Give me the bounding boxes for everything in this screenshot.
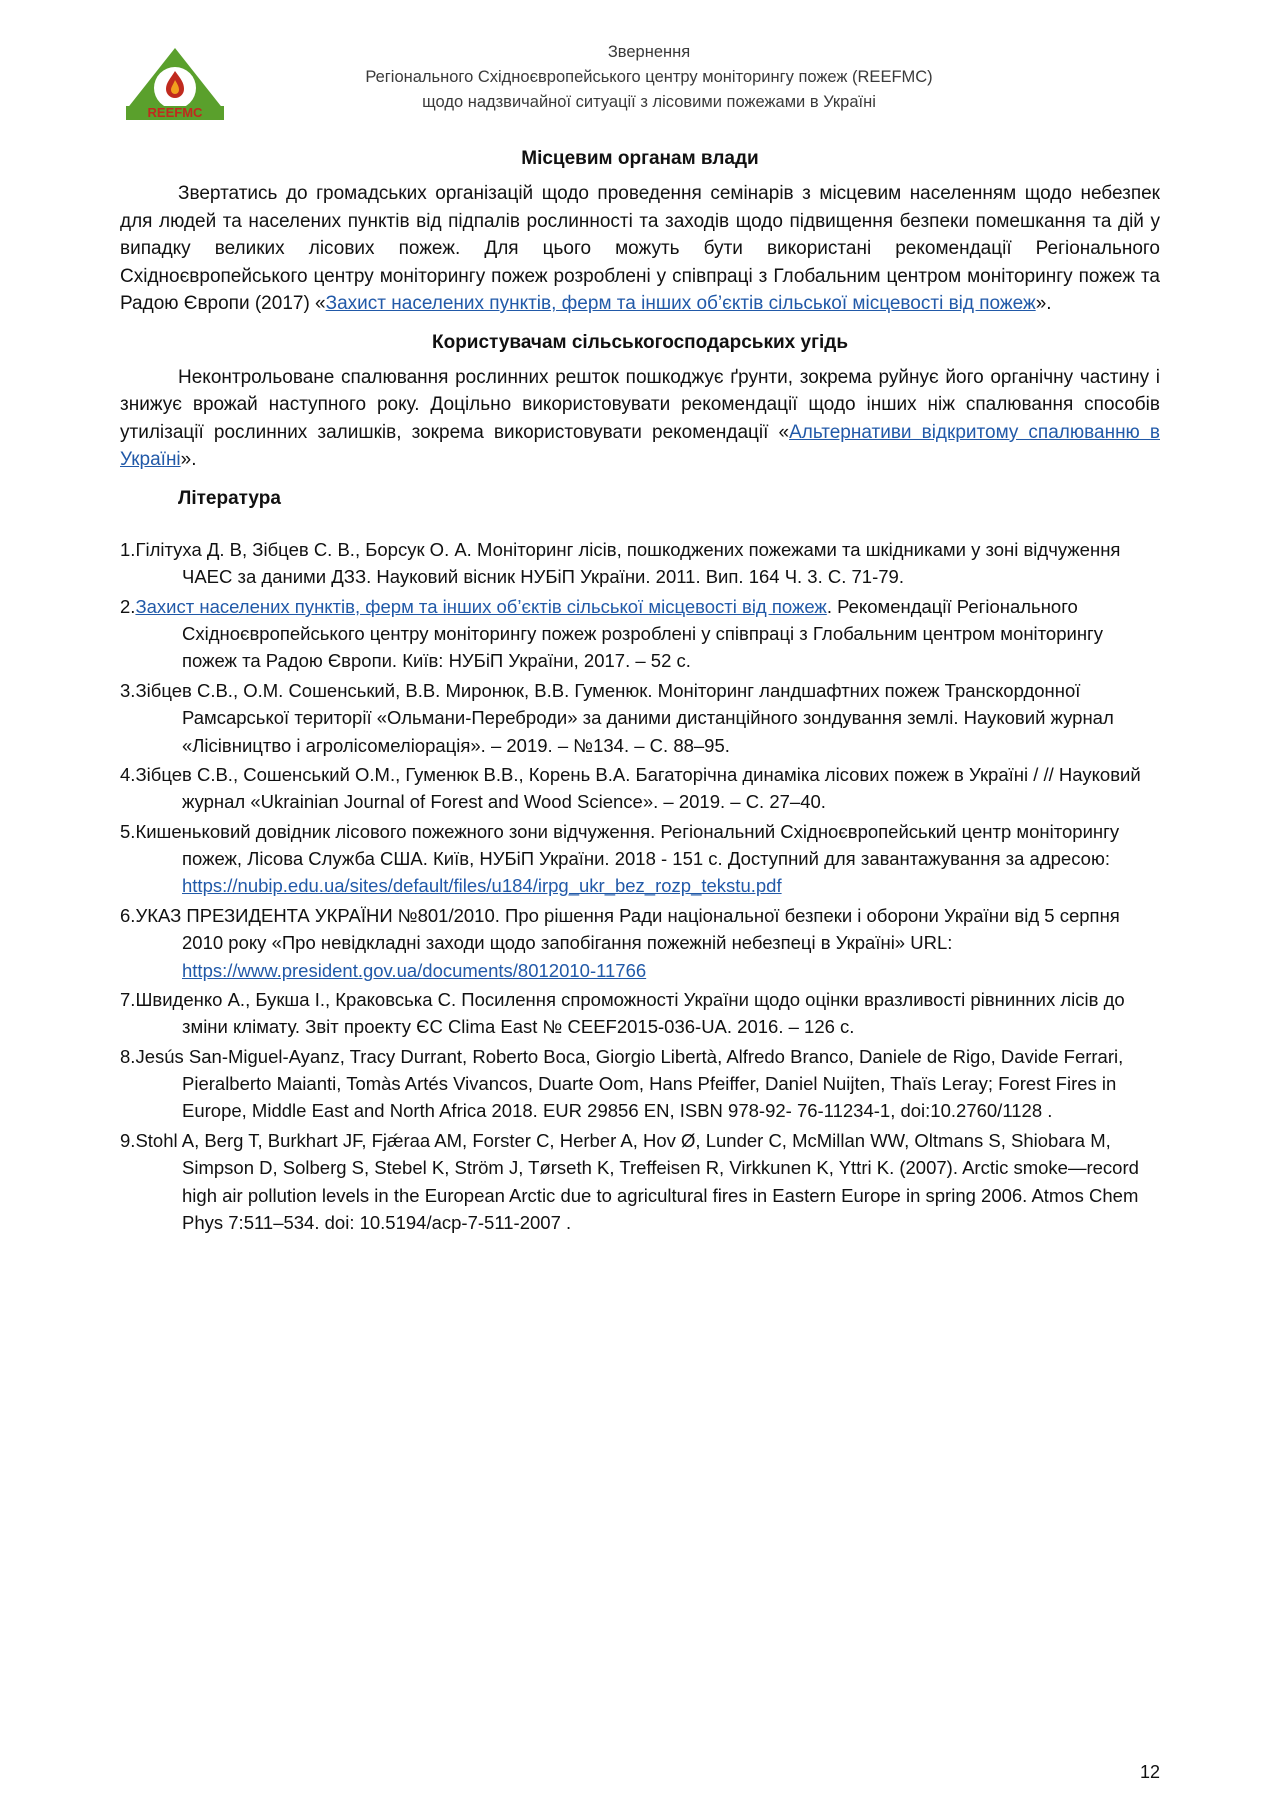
reference-entry-5 <box>120 818 1160 900</box>
reference-text: Гілітуха Д. В, Зібцев С. В., Борсук О. А. Моніторинг лісів, пошкоджених пожежами та шкідниками у зоні відчуження ЧАЕС за даними ДЗЗ. Науковий вісник НУБіП України. 2011. Вип. 164 Ч. 3. С. 71-79. <box>135 538 1121 588</box>
link-protection-of-settlements-ref[interactable]: Захист населених пунктів, ферм та інших об’єктів сільської місцевості від пожеж <box>135 595 827 617</box>
paragraph-text-before-link: Неконтрольоване спалювання рослинних решток пошкоджує ґрунти, зокрема руйнує його органічну частину і знижує врожай наступного року. Доцільно використовувати рекомендації щодо інших ніж спалювання способів утилізації рослинних залишків, зокрема використовувати рекомендації « <box>120 366 1160 443</box>
reference-number: 2. <box>120 595 136 617</box>
reference-number: 5. <box>120 820 136 842</box>
list-item <box>120 593 1160 675</box>
reference-number: 4. <box>120 763 136 785</box>
list-item <box>120 902 1160 984</box>
list-item <box>120 986 1160 1041</box>
reference-text: . Рекомендації Регіонального Східноєвропейського центру моніторингу пожеж розроблені у співпраці з Глобальним центром моніторингу пожеж та Радою Європи. Київ: НУБіП України, 2017. – 52 с. <box>182 595 1104 672</box>
svg-text:REEFMC: REEFMC <box>147 105 203 120</box>
header-line-1: Звернення <box>607 43 691 61</box>
reference-number: 1. <box>120 538 136 560</box>
page-number: 12 <box>1139 1762 1160 1782</box>
list-item <box>120 536 1160 591</box>
header-line-3: щодо надзвичайної ситуації з лісовими пожежами в Україні <box>422 92 876 111</box>
document-header <box>120 40 1160 122</box>
reference-text: Швиденко А., Букша І., Краковська С. Посилення спроможності України щодо оцінки вразливості рівнинних лісів до зміни клімату. Звіт проекту ЄС Clima East № CEEF2015-036-UA. 2016. – 126 с. <box>135 988 1125 1038</box>
paragraph-text-after-link: ». <box>1035 293 1052 315</box>
reference-number: 9. <box>120 1129 136 1151</box>
reference-entry-7 <box>120 986 1160 1041</box>
reference-text: Зібцев С.В., Сошенський О.М., Гуменюк В.В., Корень В.А. Багаторічна динаміка лісових пожеж в Україні / // Науковий журнал «Ukrainian Journal of Forest and Wood Science». – 2019. – С. 27–40. <box>135 763 1141 813</box>
reference-entry-4 <box>120 761 1160 816</box>
reference-number: 8. <box>120 1045 136 1067</box>
reference-text: Кишеньковий довідник лісового пожежного зони відчуження. Регіональний Східноєвропейський центр моніторингу пожеж, Лісова Служба США. Київ, НУБіП України. 2018 - 151 с. Доступний для завантажування за адресою: <box>135 820 1120 870</box>
paragraph-farmland-users <box>120 364 1160 474</box>
list-item <box>120 1043 1160 1125</box>
link-pocket-guide-pdf[interactable]: https://nubip.edu.ua/sites/default/files/u184/irpg_ukr_bez_rozp_tekstu.pdf <box>182 875 782 897</box>
list-item <box>120 677 1160 759</box>
reference-number: 6. <box>120 904 136 926</box>
reference-entry-2 <box>120 593 1160 675</box>
list-item <box>120 818 1160 900</box>
header-line-2: Регіонального Східноєвропейського центру моніторингу пожеж (REEFMC) <box>365 67 933 86</box>
reference-entry-9 <box>120 1127 1160 1237</box>
paragraph-local-authorities <box>120 180 1160 318</box>
link-president-decree[interactable]: https://www.president.gov.ua/documents/8012010-11766 <box>182 959 647 981</box>
reference-text: Зібцев С.В., О.М. Сошенський, В.В. Миронюк, В.В. Гуменюк. Моніторинг ландшафтних пожеж Транскордонної Рамсарської території «Ольмани-Переброди» за даними дистанційного зондування землі. Науковий журнал «Лісівництво і агролісомеліорація». – 2019. – №134. – С. 88–95. <box>135 679 1114 756</box>
reference-entry-1 <box>120 536 1160 591</box>
references-list <box>120 536 1160 1236</box>
reference-text: Jesús San-Miguel-Ayanz, Tracy Durrant, Roberto Boca, Giorgio Libertà, Alfredo Branco, Daniele de Rigo, Davide Ferrari, Pieralberto Maianti, Tomàs Artés Vivancos, Duarte Oom, Hans Pfeiffer, Daniel Nuijten, Thaïs Leray; Forest Fires in Europe, Middle East and North Africa 2018. EUR 29856 EN, ISBN 978-92- 76-11234-1, doi:10.2760/1128 . <box>135 1045 1124 1122</box>
link-protection-of-settlements[interactable]: Захист населених пунктів, ферм та інших об’єктів сільської місцевості від пожеж <box>325 293 1036 315</box>
reference-entry-3 <box>120 677 1160 759</box>
section-heading-farmland-users: Користувачам сільськогосподарських угідь <box>432 331 848 353</box>
reference-entry-8 <box>120 1043 1160 1125</box>
reference-text: УКАЗ ПРЕЗИДЕНТА УКРАЇНИ №801/2010. Про рішення Ради національної безпеки і оборони України від 5 серпня 2010 року «Про невідкладні заходи щодо запобігання пожежній небезпеці в Україні» URL: <box>135 904 1120 954</box>
reference-number: 3. <box>120 679 136 701</box>
section-heading-literature: Література <box>178 487 281 509</box>
list-item <box>120 1127 1160 1237</box>
reefmc-logo-icon <box>120 40 230 122</box>
header-title-block <box>248 40 1160 114</box>
paragraph-text-after-link: ». <box>180 449 197 471</box>
reference-text: Stohl A, Berg T, Burkhart JF, Fjǽraa AM, Forster C, Herber A, Hov Ø, Lunder C, McMillan WW, Oltmans S, Shiobara M, Simpson D, Solberg S, Stebel K, Ström J, Tørseth K, Treffeisen R, Virkkunen K, Yttri K. (2007). Arctic smoke—record high air pollution levels in the European Arctic due to agricultural fires in Eastern Europe in spring 2006. Atmos Chem Phys 7:511–534. doi: 10.5194/acp-7-511-2007 . <box>135 1129 1139 1233</box>
list-item <box>120 761 1160 816</box>
paragraph-text-before-link: Звертатись до громадських організацій щодо проведення семінарів з місцевим населенням щодо небезпек для людей та населених пунктів від підпалів рослинності та заходів щодо підвищення безпеки помешкання та дій у випадку великих лісових пожеж. Для цього можуть бути використані рекомендації Регіонального Східноєвропейського центру моніторингу пожеж розроблені у співпраці з Глобальним центром моніторингу пожеж та Радою Європи (2017) « <box>120 183 1160 315</box>
link-alternatives-to-open-burning[interactable]: Альтернативи відкритому спалюванню в Україні <box>120 421 1160 471</box>
reference-number: 7. <box>120 988 136 1010</box>
section-heading-local-authorities: Місцевим органам влади <box>521 148 759 169</box>
reference-entry-6 <box>120 902 1160 984</box>
